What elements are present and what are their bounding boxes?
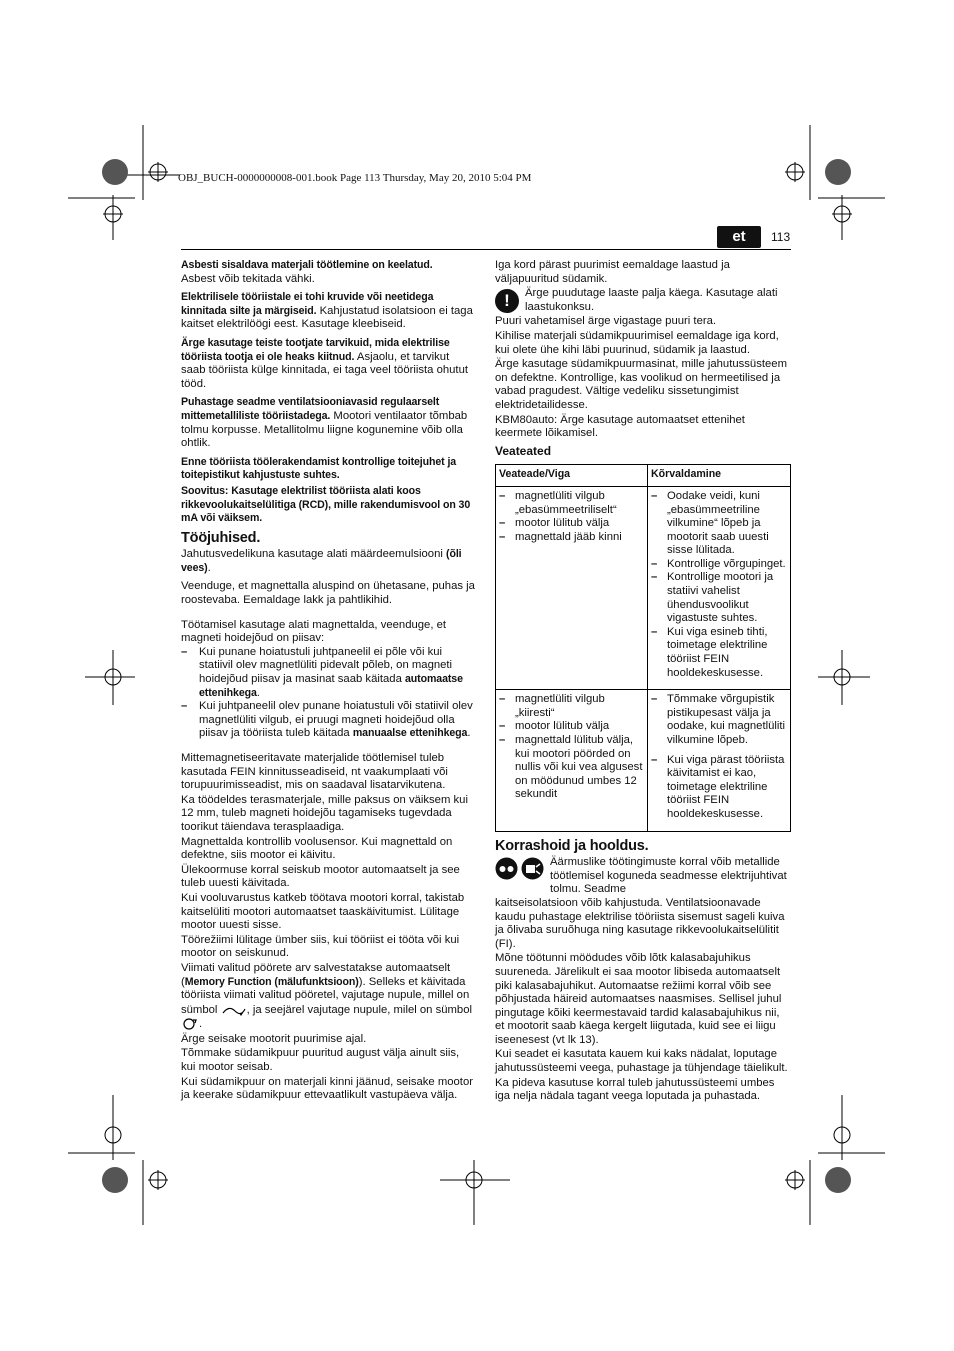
- exclamation-icon: !: [495, 289, 519, 313]
- paragraph: Jahutusvedelikuna kasutage alati määrdeemulsiooni (õli vees).: [181, 548, 462, 574]
- paragraph: kaitseisolatsioon võib kahjustuda. Ventilatsioonavade kaudu puhastage elektrilise tööriista sisemust sageli kuiva ja õlivaba suruõhuga ning kasutage rikkevoolukaitselülitit (FI).: [495, 896, 785, 950]
- faults-title: Veateated: [495, 443, 552, 458]
- list-item: – Kui punane hoiatustuli juhtpaneelil ei põle või kui statiivil olev magnetlüliti pidevalt põleb, on magneti hoidejõud piisav ja masinat saab käitada automaatse ettenihkega.: [181, 646, 476, 700]
- paragraph: Kui südamikpuur on materjali kinni jäänud, seisake mootor ja keerake südamikpuur ettevaatlikult vastupäeva välja.: [181, 1075, 473, 1102]
- paragraph: Ka pideva kasutuse korral tuleb jahutussüsteemi umbes iga nelja nädala tagant veega loputada ja puhastada.: [495, 1076, 775, 1103]
- paragraph: Äärmuslike töötingimuste korral võib metallide töötlemisel koguneda seadmesse elektrijuhtivat tolmu. Seadme: [550, 856, 787, 896]
- list-item: – Kui viga pärast tööriista käivitamist ei kao, toimetage elektriline tööriist FEIN hooldekeskusesse.: [651, 754, 787, 822]
- paragraph: Mittemagnetiseeritavate materjalide töötlemisel tuleb kasutada FEIN kinnitusseadiseid, nt vaakumplaati või torupuurimisseadist, mis on saadaval lisatarvikutena.: [181, 752, 448, 792]
- warning-accessories: Ärge kasutage teiste tootjate tarvikuid, mida elektrilise tööriista tootja ei ole heaks kiitnud. Asjaolu, et tarvikut saab tööriista külge kinnitada, ei taga veel tööriista ohutut tööd.: [181, 336, 468, 390]
- paragraph: Ärge seisake mootorit puurimise ajal.: [181, 1032, 367, 1045]
- start-rotation-symbol-icon: [181, 1017, 199, 1031]
- list-item: – mootor lülitub välja: [499, 517, 644, 531]
- dust-extraction-icon: [521, 857, 544, 880]
- warning-asbestos: Asbesti sisaldava materjali töötlemine on keelatud. Asbest võib tekitada vähki.: [181, 259, 433, 285]
- list-item: – Kui juhtpaneelil olev punane hoiatustuli või statiivil olev magnetlüliti vilgub, ei pruugi magneti hoidejõud olla piisav ja tööriista tuleb käitada manuaalse ettenihkega.: [181, 700, 476, 741]
- section-title-instructions: Tööjuhised.: [181, 529, 261, 546]
- list-item: – Kui viga esineb tihti, toimetage elektriline tööriist FEIN hooldekeskusesse.: [651, 626, 787, 680]
- ppe-icons: [495, 857, 544, 897]
- fault-table: [495, 464, 791, 831]
- list-item: – magnettald jääb kinni: [499, 531, 644, 545]
- warning-text: Ärge puudutage laaste palja käega. Kasutage alati laastukonksu.: [525, 287, 778, 313]
- eye-protection-icon: [495, 857, 518, 880]
- paragraph: Puuri vahetamisel ärge vigastage puuri tera.: [495, 315, 717, 328]
- paragraph: Tõmmake südamikpuur puuritud august välja ainult siis, kui mootor seisab.: [181, 1047, 460, 1074]
- paragraph: Mõne töötunni möödudes võib lõtk kalasabajuhikus suureneda. Järelikult ei saa mootor libiseda automaatselt piki kalasabajuhikut. Automaatse režiimi korral võib see põhjustada häireid automaatses naasmises. Sellisel juhul pingutage kõiki keermestavaid tardid kalasabajuhikus nii, et mootorit saab käega kergelt liigutada, kuid see ei liigu iseenesest (vt lk 13).: [495, 952, 782, 1046]
- warning-ventilation: Puhastage seadme ventilatsiooniavasid regulaarselt mittemetalliliste tööriistadega. Mootori ventilaator tõmbab tolmu korpusse. Metallitolmu liigne kogunemine võib olla ohtlik.: [181, 396, 468, 450]
- table-header: Veateade/Viga: [496, 465, 648, 487]
- paragraph: Kui seadet ei kasutata kauem kui kaks nädalat, loputage jahutussüsteemi veega, puhastage ja tühjendage täielikult.: [495, 1048, 788, 1075]
- paragraph: Kihilise materjali südamikpuurimisel eemaldage iga kord, kui olete ühe kihi läbi puurinud, südamik ja laastud.: [495, 329, 779, 356]
- paragraph: Töörežiimi lülitage ümber siis, kui tööriist ei tööta või kui mootor on seiskunud.: [181, 933, 460, 960]
- paragraph-memory: Viimati valitud pöörete arv salvestatakse automaatselt (Memory Function (mälufunktsioon)). Selleks et käivitada tööriista viimati valitud pööretel, vajutage nupule, millel on sümbol , ja seejärel vajutage nupule, milel on sümbol .: [181, 961, 473, 1031]
- list-item: – Kontrollige mootori ja statiivi vahelist ühendusvoolikut vigastuste suhtes.: [651, 571, 787, 625]
- list-item: – magnettald lülitub välja, kui mootori pöörded on nullis või kui vea algusest on möödunud umbes 12 sekundit: [499, 734, 644, 802]
- paragraph: Magnettalda kontrollib voolusensor. Kui magnettald on defektne, siis mootor ei käivitu.: [181, 835, 453, 862]
- warning-block: [495, 287, 792, 315]
- table-header: Kõrvaldamine: [648, 465, 791, 487]
- list-item: – Oodake veidi, kuni „ebasümmeetriline vilkumine“ lõpeb ja mootorit saab uuesti sisse lülitada.: [651, 490, 787, 558]
- paragraph: Veenduge, et magnettalla aluspind on ühetasane, puhas ja roostevaba. Eemaldage lakk ja pahtlikihid.: [181, 580, 475, 607]
- table-row: [496, 486, 791, 689]
- warning-cable-check: Enne tööriista töölerakendamist kontrollige toitejuhet ja toitepistikut kahjustuste suhtes.: [181, 455, 457, 482]
- paragraph: Kui vooluvarustus katkeb töötava mootori korral, takistab kaitselüliti mootori automaatset taaskäivitumist. Lülitage mootor uuesti sisse.: [181, 891, 465, 932]
- list-item: – mootor lülitub välja: [499, 720, 644, 734]
- memory-speed-symbol-icon: [221, 1003, 247, 1017]
- magnet-list: [181, 646, 476, 741]
- maintenance-intro: [495, 856, 792, 897]
- list-item: – magnetlüliti vilgub „kiiresti“: [499, 693, 644, 720]
- right-column: [495, 259, 792, 1109]
- file-info-line: OBJ_BUCH-0000000008-001.book Page 113 Thursday, May 20, 2010 5:04 PM: [178, 172, 532, 184]
- page-number: 113: [771, 230, 791, 244]
- table-row: [496, 690, 791, 831]
- list-item: – Tõmmake võrgupistik pistikupesast välja ja oodake, kui magnetlüliti vilkumine lõpeb.: [651, 693, 787, 747]
- list-item: – magnetlüliti vilgub „ebasümmeetriliselt“: [499, 490, 644, 517]
- warning-labels: Elektrilisele tööriistale ei tohi kruvide või neetidega kinnitada silte ja märgiseid. Kahjustatud isolatsioon ei taga kaitset elektrilöögi eest. Kasutage kleebiseid.: [181, 291, 473, 331]
- paragraph: Ärge kasutage südamikpuurmasinat, mille jahutussüsteem on defektne. Kontrollige, kas voolikud on hermeetilised ja vabad pragudest. Vältige vedeliku sissetungimist elektridetailidesse.: [495, 358, 787, 411]
- warning-rcd: Soovitus: Kasutage elektrilist tööriista alati koos rikkevoolukaitselülitiga (RCD), mille rakendumisvool on 30 mA või väiksem.: [181, 484, 471, 525]
- header-rule: [181, 249, 791, 250]
- paragraph: Töötamisel kasutage alati magnettalda, veenduge, et magneti hoidejõud on piisav:: [181, 618, 447, 645]
- paragraph: Ka töödeldes terasmaterjale, mille paksus on väiksem kui 12 mm, tuleb magneti hoidejõu tagamiseks tugevdada toorikut täiendava terasplaadiga.: [181, 793, 468, 833]
- paragraph: Iga kord pärast puurimist eemaldage laastud ja väljapuuritud südamik.: [495, 259, 730, 285]
- section-title-maintenance: Korrashoid ja hooldus.: [495, 837, 649, 854]
- paragraph: KBM80auto: Ärge kasutage automaatset ettenihet keermete lõikamisel.: [495, 413, 745, 440]
- left-column: [181, 259, 476, 1108]
- language-badge: et: [717, 226, 761, 248]
- list-item: – Kontrollige võrgupinget.: [651, 558, 787, 572]
- paragraph: Ülekoormuse korral seiskub mootor automaatselt ja see tuleb uuesti käivitada.: [181, 863, 460, 890]
